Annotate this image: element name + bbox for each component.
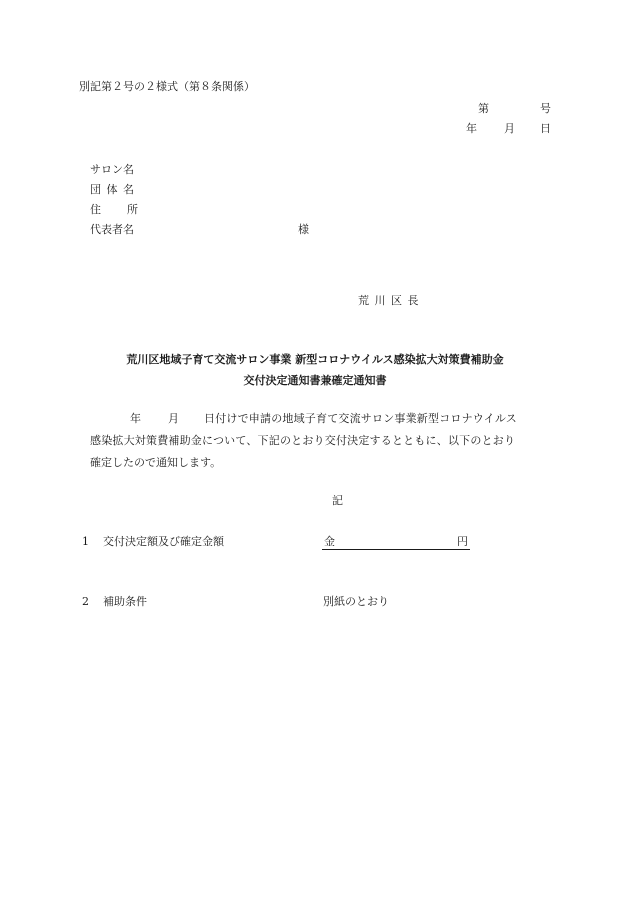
date-day: 日: [540, 122, 551, 135]
body-line3: 確定したので通知します。: [90, 456, 222, 469]
group-name-label: 団 体 名: [90, 183, 135, 196]
body-line1: 日付けで申請の地域子育て交流サロン事業新型コロナウイルス: [204, 412, 517, 425]
form-label: 別記第２号の２様式（第８条関係）: [79, 80, 255, 93]
body-month: 月: [168, 412, 179, 425]
title-line2: 交付決定通知書兼確定通知書: [243, 374, 387, 387]
item-1-label: 交付決定額及び確定金額: [103, 535, 224, 548]
doc-number-dai: 第: [478, 102, 489, 115]
item-1-number: 1: [82, 535, 89, 548]
amount-prefix: 金: [324, 535, 335, 548]
honorific: 様: [298, 223, 309, 236]
item-2-value: 別紙のとおり: [323, 595, 389, 608]
address-label-2: 所: [127, 203, 138, 216]
address-label-1: 住: [90, 203, 101, 216]
amount-field: [322, 535, 470, 550]
body-line2: 感染拡大対策費補助金について、下記のとおり交付決定するとともに、以下のとおり: [90, 434, 516, 447]
amount-suffix: 円: [457, 535, 468, 548]
doc-number-go: 号: [540, 102, 551, 115]
issuer: 荒 川 区 長: [358, 294, 420, 307]
body-year: 年: [130, 412, 141, 425]
representative-label: 代表者名: [90, 223, 134, 236]
salon-name-label: サロン名: [90, 163, 134, 176]
item-2-number: 2: [82, 595, 89, 608]
date-year: 年: [466, 122, 477, 135]
ki-heading: 記: [332, 494, 343, 507]
date-month: 月: [504, 122, 515, 135]
title-line1: 荒川区地域子育て交流サロン事業 新型コロナウイルス感染拡大対策費補助金: [126, 353, 504, 366]
item-2-label: 補助条件: [103, 595, 147, 608]
